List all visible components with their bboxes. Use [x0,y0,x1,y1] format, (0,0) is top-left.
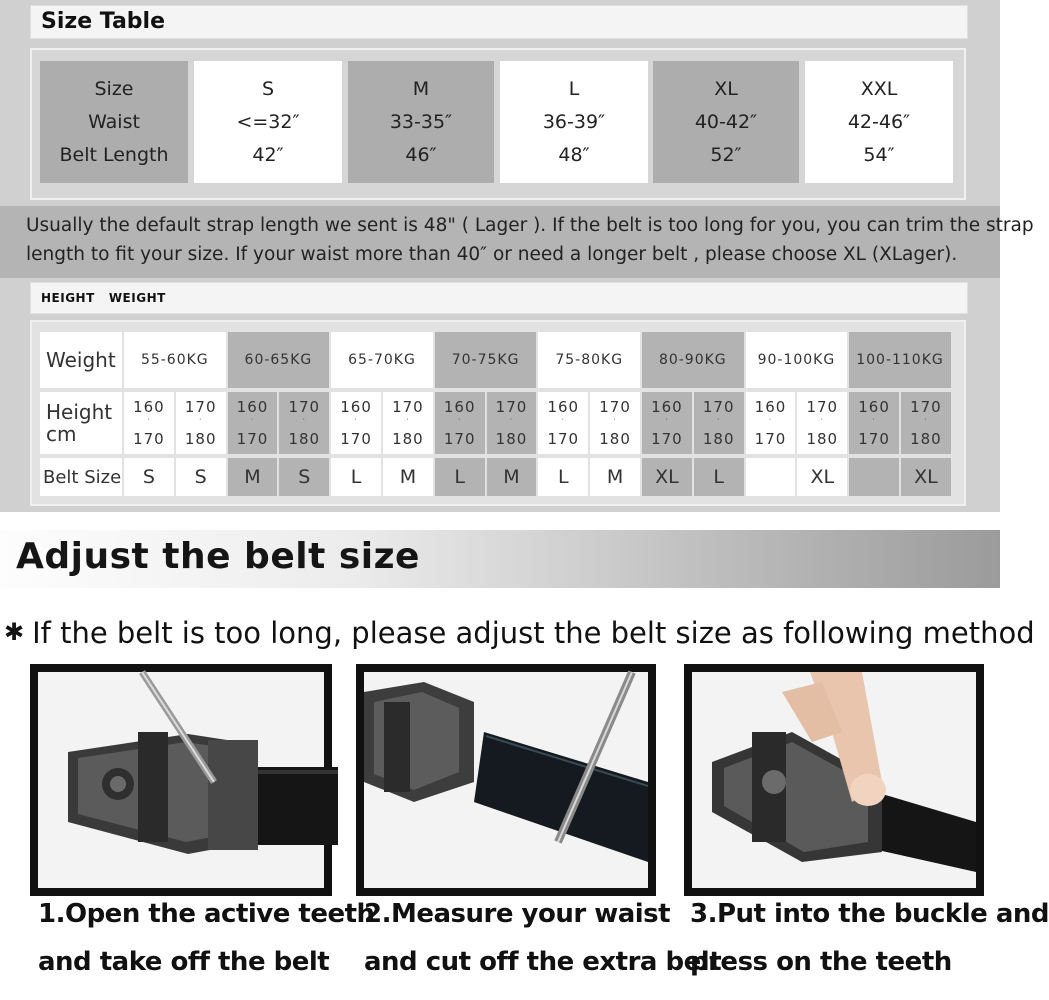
weight-range-text: 70-75KG [451,352,520,368]
height-bottom-text: 180 [288,429,321,448]
belt-size-cell [538,458,588,496]
cut-strap-photo [356,664,656,896]
height-weight-title: HEIGHT WEIGHT [41,291,166,305]
default-length-note [0,206,1034,278]
waist-value: 40-42″ [694,110,758,133]
weight-label [40,332,122,388]
belt-size-cell [694,458,744,496]
size-table [30,48,966,200]
length-value: 48″ [558,143,590,166]
instruction-text: If the belt is too long, please adjust the belt size as following method [32,616,1035,650]
belt-size-text: XL [810,466,835,488]
range-tick: ˙ [560,417,566,427]
height-top-text: 160 [133,398,165,417]
height-bottom-text: 170 [754,429,787,448]
height-top-text: 170 [910,398,942,417]
step-3-line-1: 3.Put into the buckle and [690,899,1049,929]
height-range-cell [331,392,381,454]
weight-range-cell [849,332,951,388]
asterisk-icon: ✱ [4,618,25,646]
waist-value: 36-39″ [542,110,606,133]
belt-size-text: M [244,466,261,488]
size-column-xxl [805,61,953,183]
size-value: XL [714,78,738,101]
belt-size-cell [331,458,381,496]
belt-size-text: M [399,466,417,488]
weight-range-text: 75-80KG [555,352,624,368]
step-2-line-2: and cut off the extra belt [364,947,722,977]
range-tick: ˙ [767,417,773,427]
waist-label: Waist [88,110,140,133]
length-value: 52″ [710,143,742,166]
range-tick: ˙ [664,417,670,427]
belt-size-cell [746,458,796,496]
belt-size-text: L [713,466,724,488]
height-weight-header [30,282,968,314]
height-bottom-text: 180 [495,429,528,448]
note-line-1: Usually the default strap length we sent is 48" ( Lager ). If the belt is too long for you, you can trim the strap [26,215,1034,236]
waist-value: 42-46″ [847,110,911,133]
weight-range-cell [331,332,433,388]
height-bottom-text: 170 [858,429,890,448]
waist-value: <=32″ [236,110,300,133]
height-bottom-text: 170 [236,429,269,448]
weight-range-text: 65-70KG [348,352,416,368]
height-range-cell [279,392,329,454]
height-top-text: 170 [184,398,217,417]
length-value: 46″ [405,143,437,166]
step-3-caption [690,890,1049,986]
height-bottom-text: 170 [340,429,372,448]
length-value: 54″ [863,143,895,166]
range-tick: ˙ [146,417,152,427]
weight-range-text: 60-65KG [244,352,313,368]
height-range-cell [435,392,485,454]
step-3-line-2: press on the teeth [690,947,952,977]
range-tick: ˙ [716,417,722,427]
range-tick: ˙ [508,417,514,427]
height-label [40,392,122,454]
belt-length-label: Belt Length [59,143,169,166]
belt-size-text: XL [914,466,938,488]
height-bottom-text: 180 [599,429,631,448]
height-top-text: 170 [702,398,735,417]
height-range-cell [124,392,174,454]
size-value: M [412,78,430,101]
size-table-title: Size Table [41,9,165,34]
height-top-text: 160 [547,398,580,417]
size-value: XXL [860,78,898,101]
height-range-cell [176,392,226,454]
height-bottom-text: 180 [392,429,424,448]
height-range-cell [228,392,278,454]
belt-size-text: XL [655,466,679,488]
size-label: Size [94,78,134,101]
belt-size-cell [901,458,951,496]
adjust-header [0,530,1000,588]
height-range-cell [746,392,796,454]
weight-range-cell [746,332,848,388]
height-range-cell [538,392,588,454]
height-unit-text: cm [46,422,77,446]
height-label-text: Height [46,400,113,424]
buckle-open-photo [30,664,332,896]
belt-size-cell [435,458,485,496]
belt-size-label [40,458,122,496]
height-top-text: 160 [236,398,269,417]
press-buckle-illustration [692,672,976,888]
belt-size-cell [487,458,537,496]
height-top-text: 170 [288,398,321,417]
step-2-line-1: 2.Measure your waist [364,899,671,929]
range-tick: ˙ [819,417,825,427]
belt-size-text: M [606,466,624,488]
height-range-cell [590,392,640,454]
height-range-cell [901,392,951,454]
weight-range-cell [642,332,744,388]
size-table-row-labels [40,61,188,183]
step-1-caption [38,890,375,986]
height-top-text: 160 [858,398,890,417]
belt-size-text: M [503,466,520,488]
height-range-cell [487,392,537,454]
length-value: 42″ [252,143,284,166]
note-line-2: length to fit your size. If your waist more than 40″ or need a longer belt , please choose XL (XLager). [26,244,958,265]
height-bottom-text: 170 [133,429,165,448]
waist-value: 33-35″ [389,110,453,133]
belt-size-text: L [350,466,362,488]
belt-size-text: S [298,466,311,488]
weight-range-cell [538,332,640,388]
height-bottom-text: 170 [651,429,683,448]
step-1-line-2: and take off the belt [38,947,330,977]
size-column-m [348,61,494,183]
press-teeth-photo [684,664,984,896]
belt-size-cell [383,458,433,496]
belt-size-cell [590,458,640,496]
height-bottom-text: 180 [910,429,942,448]
height-bottom-text: 170 [443,429,476,448]
size-column-s [194,61,342,183]
size-value: S [261,78,275,101]
belt-size-cell [279,458,329,496]
size-value: L [568,78,580,101]
height-bottom-text: 180 [184,429,217,448]
belt-size-cell [797,458,847,496]
belt-size-cell [228,458,278,496]
size-column-xl [653,61,799,183]
weight-range-cell [124,332,226,388]
weight-range-text: 55-60KG [140,352,209,368]
belt-size-cell [176,458,226,496]
belt-size-cell [849,458,899,496]
height-bottom-text: 180 [806,429,839,448]
range-tick: ˙ [353,417,359,427]
range-tick: ˙ [612,417,618,427]
height-range-cell [383,392,433,454]
belt-size-cell [642,458,692,496]
adjust-title: Adjust the belt size [16,536,420,577]
belt-size-cell [124,458,174,496]
height-top-text: 170 [392,398,424,417]
range-tick: ˙ [871,417,877,427]
height-top-text: 170 [599,398,631,417]
step-2-caption [364,890,721,986]
height-top-text: 160 [651,398,683,417]
range-tick: ˙ [301,417,307,427]
height-range-cell [694,392,744,454]
belt-size-label-text: Belt Size [43,466,122,488]
weight-label-text: Weight [46,348,116,372]
belt-size-text: L [454,466,465,488]
weight-range-cell [228,332,330,388]
range-tick: ˙ [457,417,463,427]
height-bottom-text: 170 [547,429,580,448]
height-range-cell [797,392,847,454]
height-top-text: 170 [495,398,528,417]
weight-range-cell [435,332,537,388]
belt-size-text: L [557,466,569,488]
range-tick: ˙ [923,417,929,427]
range-tick: ˙ [249,417,255,427]
belt-size-text: S [142,466,155,488]
weight-range-text: 80-90KG [658,352,727,368]
step-1-line-1: 1.Open the active teeth [38,899,375,929]
height-top-text: 160 [340,398,372,417]
range-tick: ˙ [405,417,411,427]
height-top-text: 160 [754,398,787,417]
weight-table [30,320,966,506]
weight-range-text: 90-100KG [757,352,836,368]
height-range-cell [642,392,692,454]
belt-size-text: S [194,466,207,488]
height-range-cell [849,392,899,454]
strap-cut-illustration [364,672,648,888]
height-top-text: 160 [443,398,476,417]
height-bottom-text: 180 [702,429,735,448]
size-table-header [30,5,968,39]
size-column-l [500,61,648,183]
belt-buckle-illustration [38,672,324,888]
weight-range-text: 100-110KG [856,352,944,368]
height-top-text: 170 [806,398,839,417]
range-tick: ˙ [198,417,204,427]
adjust-instruction [4,616,1035,650]
